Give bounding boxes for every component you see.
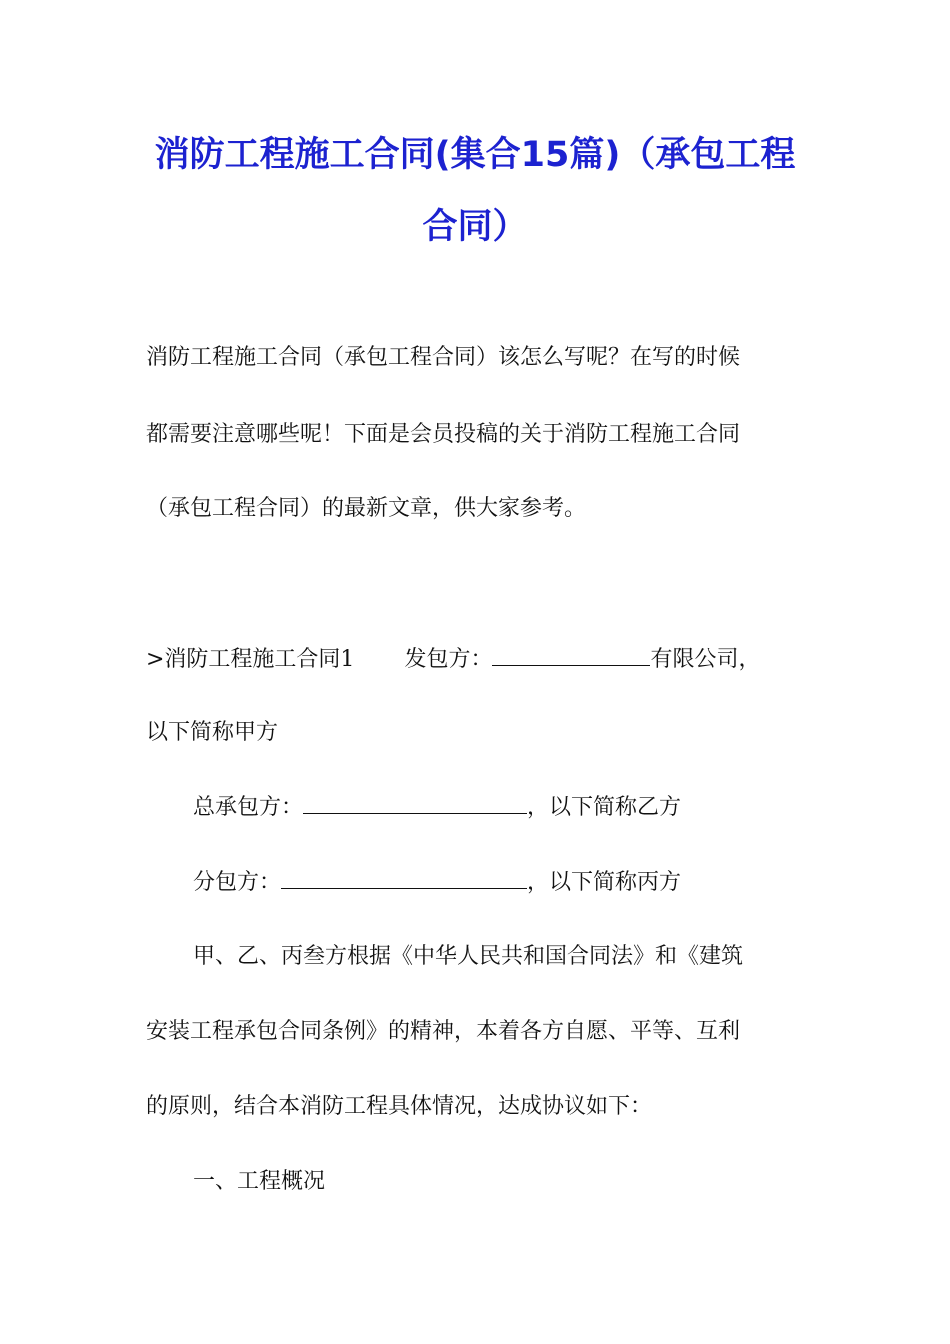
agreement-line-1: 甲、乙、丙叁方根据《中华人民共和国合同法》和《建筑 (193, 944, 744, 969)
party-a-blank (492, 647, 650, 666)
party-c-label: 分包方： (193, 870, 282, 895)
agreement-line-3: 的原则，结合本消防工程具体情况，达成协议如下： (146, 1094, 653, 1119)
party-b-blank (303, 795, 527, 814)
party-c-suffix: ，以下简称丙方 (527, 870, 682, 895)
party-a-continuation: 以下简称甲方 (146, 720, 279, 745)
intro-line-2: 都需要注意哪些呢！下面是会员投稿的关于消防工程施工合同 (146, 422, 741, 447)
party-b-label: 总承包方： (193, 795, 304, 820)
party-a-suffix: 有限公司， (650, 647, 761, 672)
party-c-blank (281, 870, 527, 889)
party-a-label: 发包方： (404, 647, 493, 672)
section-heading: >消防工程施工合同1 (146, 647, 355, 672)
intro-line-1: 消防工程施工合同（承包工程合同）该怎么写呢？在写的时候 (146, 345, 741, 370)
document-title-line-1: 消防工程施工合同(集合15篇)（承包工程 (154, 135, 796, 175)
item-heading: 一、工程概况 (193, 1169, 326, 1194)
document-title-line-2: 合同） (422, 207, 528, 247)
party-b-suffix: ，以下简称乙方 (527, 795, 682, 820)
intro-line-3: （承包工程合同）的最新文章，供大家参考。 (146, 496, 587, 521)
party-a-line (146, 645, 760, 675)
party-b-line (193, 793, 681, 823)
agreement-line-2: 安装工程承包合同条例》的精神，本着各方自愿、平等、互利 (146, 1019, 741, 1044)
party-c-line (193, 868, 681, 898)
